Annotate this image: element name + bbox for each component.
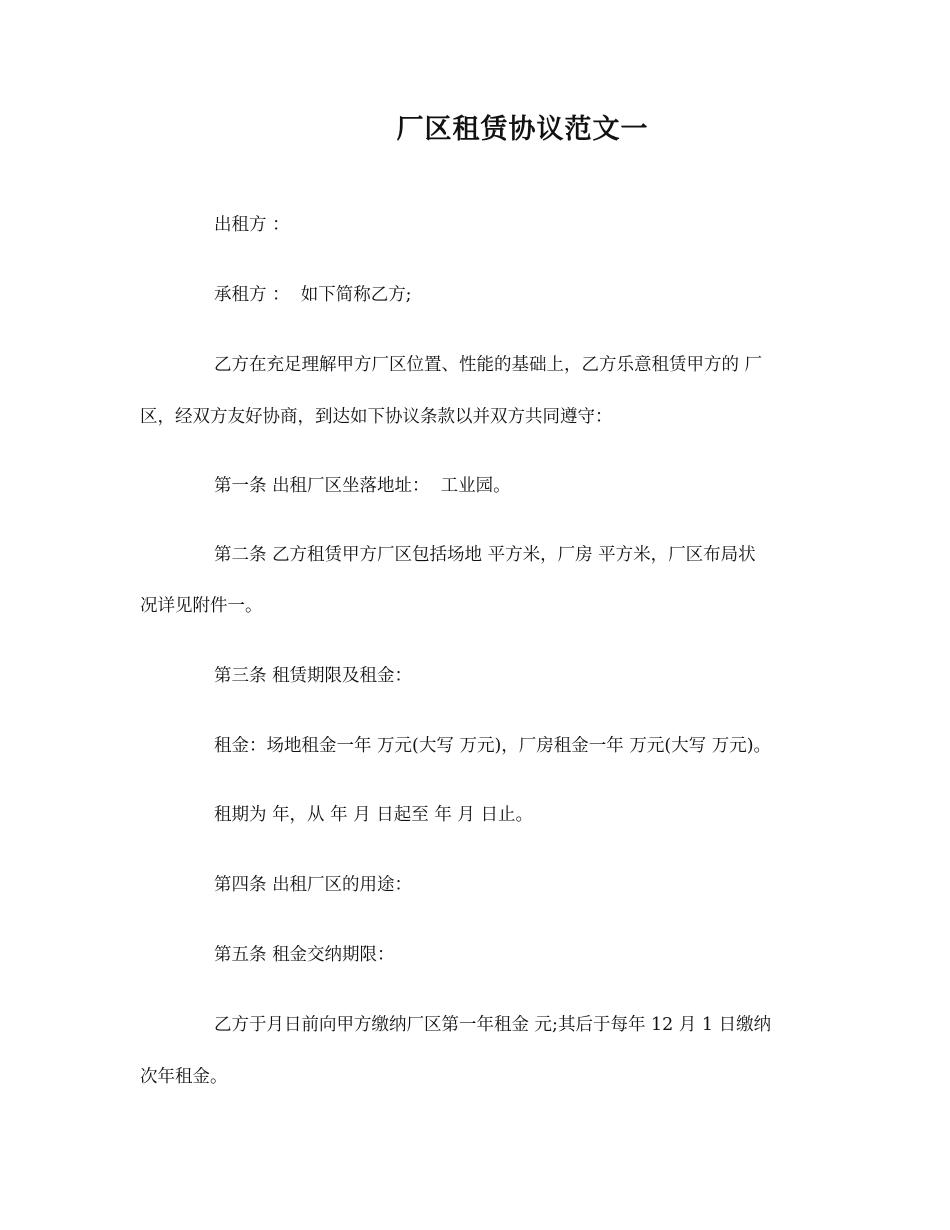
article-5-line: 第五条 租金交纳期限： bbox=[214, 945, 395, 965]
lessee-line: 承租方 ： 如下简称乙方; bbox=[214, 285, 412, 305]
article-3-line: 第三条 租赁期限及租金： bbox=[214, 666, 413, 686]
payment-line-2: 次年租金。 bbox=[140, 1067, 228, 1087]
preamble-line-2: 区，经双方友好协商，到达如下协议条款以并双方共同遵守： bbox=[140, 407, 613, 427]
article-1-line: 第一条 出租厂区坐落地址： 工业园。 bbox=[214, 476, 511, 496]
document-title: 厂区租赁协议范文一 bbox=[396, 114, 649, 145]
article-2-line-1: 第二条 乙方租赁甲方厂区包括场地 平方米，厂房 平方米，厂区布局状 bbox=[214, 545, 756, 565]
payment-line-1: 乙方于月日前向甲方缴纳厂区第一年租金 元;其后于每年 12 月 1 日缴纳 bbox=[214, 1015, 772, 1035]
lessor-line: 出租方 ： bbox=[214, 215, 290, 235]
rent-line: 租金：场地租金一年 万元(大写 万元)，厂房租金一年 万元(大写 万元)。 bbox=[214, 736, 772, 756]
article-2-line-2: 况详见附件一。 bbox=[140, 596, 263, 616]
article-4-line: 第四条 出租厂区的用途： bbox=[214, 875, 413, 895]
preamble-line-1: 乙方在充足理解甲方厂区位置、性能的基础上，乙方乐意租赁甲方的 厂 bbox=[214, 355, 763, 375]
term-line: 租期为 年，从 年 月 日起至 年 月 日止。 bbox=[214, 805, 533, 825]
